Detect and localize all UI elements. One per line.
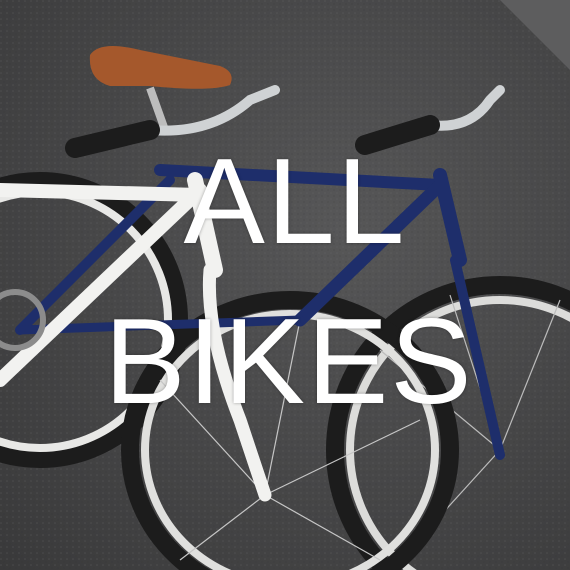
caption-line-2: BIKES (104, 293, 474, 429)
caption-line-1: ALL (183, 133, 407, 269)
